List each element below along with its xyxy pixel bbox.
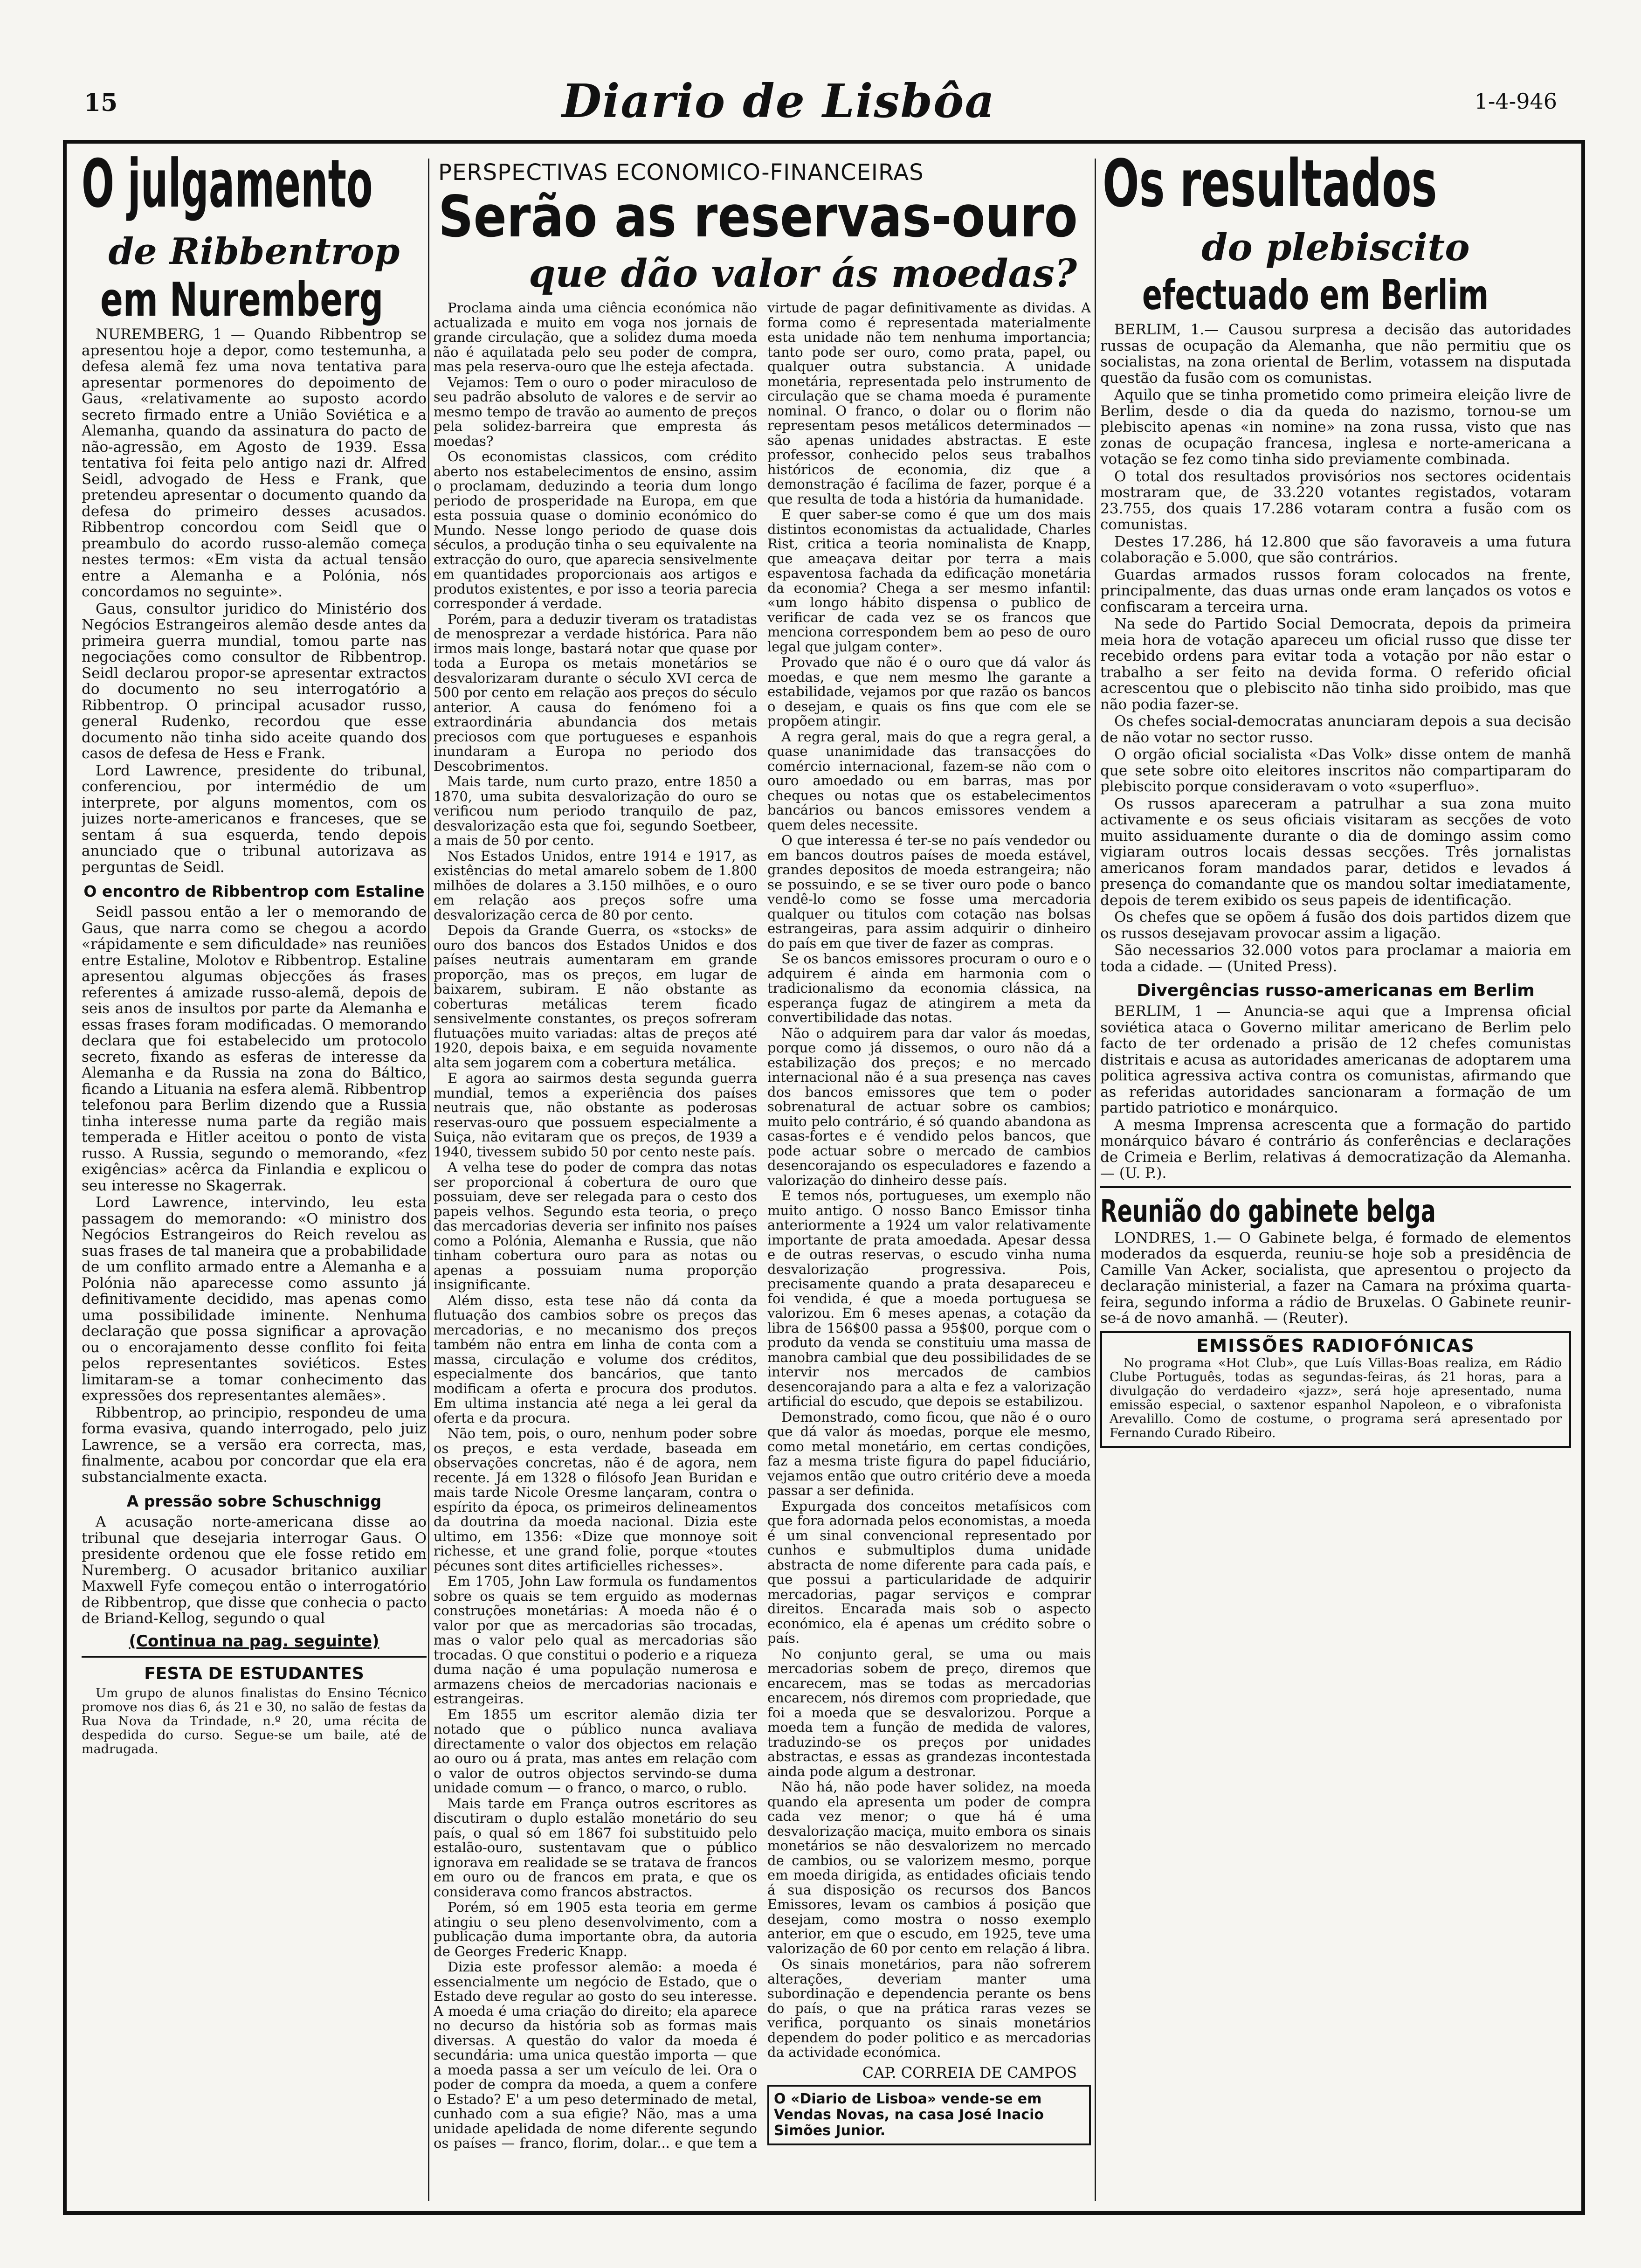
subheading: O encontro de Ribbentrop com Estaline <box>83 882 425 900</box>
paragraph: Guardas armados russos foram colocados na frente, principalmente, das duas urnas onde eram lançados os votos e confiscaram a terceira urna. <box>1100 566 1571 615</box>
article-ribbentrop <box>82 145 427 2210</box>
kicker: PERSPECTIVAS ECONOMICO-FINANCEIRAS <box>438 159 924 186</box>
paragraph: Demonstrado, como ficou, que não é o ouro que dá valor ás moedas, porque ele mesmo, como metal monetário, em certas condições, faz a mesma triste figura do papel fiduciário, vejamos então que outro critério deve a moeda passar a ser definida. <box>767 1409 1091 1498</box>
paragraph: São necessarios 32.000 votos para proclamar a maioria em toda a cidade. — (United Press). <box>1100 942 1571 975</box>
paragraph: Mais tarde, num curto prazo, entre 1850 a 1870, uma subita desvalorização do ouro se verificou num periodo tranquilo de paz, desvalorização esta que foi, segundo Soetbeer, a mais de 50 por cento. <box>434 774 757 848</box>
paragraph: Nos Estados Unidos, entre 1914 e 1917, as existências do metal amarelo sobem de 1.800 milhões de dolares a 3.150 milhões, e o ouro em relação aos preços sofre uma desvalorização cerca de 80 por cento. <box>434 848 757 923</box>
subheading: Divergências russo-americanas em Berlim <box>1137 981 1535 1000</box>
paragraph: E temos nós, portugueses, um exemplo não muito antigo. O nosso Banco Emissor tinha anteriormente a 1924 um valor relativamente importante de prata amoedada. Apesar dessa e de outras reservas, o escudo vinha numa desvalorização progressiva. Pois, precisamente quando a prata desapareceu e foi vendida, é que a moeda portuguesa se valorizou. Em 6 meses apenas, a cotação da libra de 156$00 passa a 95$00, porque com o produto da venda se constituiu uma massa de manobra cambial que deu possibilidades de se intervir nos mercados de cambios desencorajando para a alta e fez a valorização artificial do escudo, que depois se estabilizou. <box>767 1188 1091 1409</box>
paragraph: Não o adquirem para dar valor ás moedas, porque como já dissemos, o ouro não dá a estabilização dos preços; e no mercado internacional não é a sua presença nas caves dos bancos emissores que tem o poder sobrenatural de actuar sobre os cambios; muito pelo contrário, é só quando abandona as casas-fortes e é vendido pelos bancos, que pode actuar sobre o mercado de cambios desencorajando os especuladores e fazendo a valorização do dinheiro desse país. <box>767 1025 1091 1188</box>
paragraph: A velha tese do poder de compra das notas ser proporcional á cobertura de ouro que possuiam, deve ser relegada para o cesto dos papeis velhos. Segundo esta teoria, o preço das mercadorias deveria ser infinito nos países como a Polónia, Alemanha e Russia, que não tinham cobertura ouro para as notas ou apenas a possuiam numa proporção insignificante. <box>434 1159 757 1293</box>
paragraph: O orgão oficial socialista «Das Volk» disse ontem de manhã que sete sobre oito eleitores inscritos não compartiparam do plebiscito porque consideravam o voto «superfluo». <box>1100 746 1571 795</box>
paragraph: Dizia este professor alemão: a moeda é essencialmente um negócio de Estado, que o Estado deve regular ao gosto do seu interesse. A moeda é uma criação do direito; ela aparece no decurso da história sob as formas mais diversas. A questão do valor da moeda é secundária: uma unica questão importa — que a moeda passa a ser um veículo de lei. Ora o poder de compra da moeda, a quem a confere o Estado? E' a um peso determinado de metal, cunhado com a sua efigie? Não, mas a uma unidade apelidada de nome diferente segundo os países — franco, florim, dolar... e que tem a virtude de pagar definitivamente as dividas. A forma como é representada materialmente esta unidade não tem nenhuma importancia; tanto pode ser ouro, como prata, papel, ou qualquer outra substancia. A unidade monetária, representada pelo instrumento de circulação que se chama moeda é puramente nominal. O franco, o dolar ou o florim não representam pesos metálicos determinados — são apenas unidades abstractas. E este professor, conhecido pelos seus trabalhos históricos de economia, diz que a demonstração é facílima de fazer, porque é a que resulta de toda a história da humanidade. <box>434 300 1091 2151</box>
author-signature: CAP. CORREIA DE CAMPOS <box>862 2063 1077 2081</box>
festa-title: FESTA DE ESTUDANTES <box>144 1664 364 1683</box>
paragraph: Gaus, consultor juridico do Ministério dos Negócios Estrangeiros alemão desde antes da primeira guerra mundial, tomou parte nas negociações como consultor de Ribbentrop. Seidl declarou propor-se apresentar extractos do documento no seu interrogatório a Ribbentrop. O principal acusador russo, general Rudenko, recordou que esse documento não tinha sido aceite quando dos casos de defesa de Hess e Frank. <box>82 600 427 762</box>
subheading: A pressão sobre Schuschnigg <box>126 1492 382 1510</box>
headline-3-block <box>1100 270 1571 322</box>
paragraph: Na sede do Partido Social Democrata, depois da primeira meia hora de votação apareceu um oficial russo que disse ter recebido ordens para evitar toda a votação por não estar o trabalho a ser feito na devida forma. O referido oficial acrescentou que o plebiscito não tinha sido proibido, mas que não podia fazer-se. <box>1100 615 1571 713</box>
article-plebiscito <box>1100 145 1571 2210</box>
headline: Serão as reservas-ouro <box>438 187 1078 247</box>
paragraph: Se os bancos emissores procuram o ouro e o adquirem é ainda em harmonia com o tradicionalismo da economia clássica, na esperança fugaz de atingirem a meta da convertibilidade das notas. <box>767 951 1091 1025</box>
paragraph: Depois da Grande Guerra, os «stocks» de ouro dos bancos dos Estados Unidos e dos países neutrais aumentaram em grande proporção, mas os preços, em lugar de baixarem, subiram. E não obstante as coberturas metálicas terem ficado sensivelmente constantes, os preços sofreram flutuações muito variadas: altas de preços até 1920, depois baixa, e em seguida novamente alta sem jogarem com a cobertura metálica. <box>434 922 757 1071</box>
festa-text: Um grupo de alunos finalistas do Ensino Técnico promove nos dias 6, ás 21 e 30, no salão de festas da Rua Nova da Trindade, n.º 20, uma récita de despedida do curso. Segue-se um baile, até de madrugada. <box>82 1686 427 1756</box>
divider <box>82 1656 427 1658</box>
paragraph: Os sinais monetários, para não sofrerem alterações, deveriam manter uma subordinação e dependencia perante os bens do país, o que na prática raras vezes se verifica, porquanto os sinais monetários dependem do poder politico e as mercadorias da actividade económica. <box>767 1956 1091 2060</box>
paragraph: Mais tarde em França outros escritores as discutiram o duplo estalão monetário do seu país, o qual só em 1867 foi substituido pelo estalão-ouro, sustentavam que o público ignorava em realidade se se tratava de francos em ouro ou de francos em prata, e que os considerava como francos abstractos. <box>434 1795 757 1900</box>
paragraph: Proclama ainda uma ciência económica não actualizada e muito em voga nos jornais de grande circulação, que a solidez duma moeda não é aquilatada pelo seu poder de compra, mas pela reserva-ouro que lhe esteja afectada. <box>434 300 757 374</box>
radio-box <box>1100 1331 1571 1448</box>
radio-text: No programa «Hot Club», que Luís Villas-Boas realiza, em Rádio Clube Português, todas as segundas-feiras, ás 21 horas, para a divulgação do verdadeiro «jazz», será hoje apresentado, numa emissão especial, o saxtenor espanhol Napoleon, e o vibrafonista Arevalillo. Como de costume, o programa será apresentado por Fernando Curado Ribeiro. <box>1110 1356 1562 1440</box>
headline-2: que dão valor ás moedas? <box>529 251 1077 296</box>
article-body <box>434 301 1091 2151</box>
paragraph: O que interessa é ter-se no país vendedor ou em bancos doutros países de moeda estável, grandes depositos de moeda estrangeira; não se possuindo, e se se tiver ouro pode o banco vendê-lo como se fosse uma mercadoria qualquer ou titulos com cotação nas bolsas estrangeiras, para assim adquirir o dinheiro do país em que tiver de fazer as compras. <box>767 832 1091 951</box>
paragraph: Os chefes que se opõem á fusão dos dois partidos dizem que os russos desejavam provocar assim a ligação. <box>1100 909 1571 942</box>
paragraph: O total dos resultados provisórios nos sectores ocidentais mostraram que, de 33.220 votantes registados, votaram 23.755, dos quais 17.286 votaram contra a fusão com os comunistas. <box>1100 468 1571 533</box>
headline-3: em Nuremberg <box>100 273 384 326</box>
paragraph: Além disso, esta tese não dá conta da flutuação dos cambios sobre os preços das mercadorias, e no mecanismo dos preços também não entra em linha de conta com a massa, circulação e volume dos créditos, especialmente dos bancários, que tanto modificam a oferta e procura dos produtos. Em ultima instancia até nega a lei geral da oferta e da procura. <box>434 1292 757 1426</box>
paragraph: No conjunto geral, se uma ou mais mercadorias sobem de preço, diremos que encarecem, mas se todas as mercadorias encarecem, nós diremos com propriedade, que foi a moeda que se desvalorizou. Porque a moeda tem a função de medida de valores, traduzindo-se os preços por unidades abstractas, e essas as grandezas incontestada ainda pode algum a destronar. <box>767 1646 1091 1779</box>
masthead: Diario de Lisbôa <box>562 75 995 128</box>
paragraph: Expurgada dos conceitos metafísicos com que fora adornada pelos economistas, a moeda é um sinal convencional representado por cunhos e submultiplos duma unidade abstracta de nome diferente para cada país, e que possui a particularidade de adquirir mercadorias, pagar serviços e comprar direitos. Encarada mais sob o aspecto económico, ela é apenas um crédito sobre o país. <box>767 1498 1091 1646</box>
headline-2: de Ribbentrop <box>108 230 400 273</box>
radio-title: EMISSÕES RADIOFÓNICAS <box>1196 1335 1475 1356</box>
paragraph: Não tem, pois, o ouro, nenhum poder sobre os preços, e esta verdade, baseada em observações concretas, não é de agora, nem recente. Já em 1328 o filósofo Jean Buridan e mais tarde Nicole Oresme lançaram, contra o espírito da época, os primeiros delineamentos da doutrina da moeda nacional. Dizia este ultimo, em 1356: «Dize que monnoye soit richesse, et une grand folie, porque «toutes pécunes sont dites artificielles richesses». <box>434 1425 757 1574</box>
headline-block <box>434 187 1091 247</box>
paragraph: Os economistas classicos, com crédito aberto nos estabelecimentos de ensino, assim o proclamam, deduzindo a teoria dum longo periodo de prosperidade na Europa, em que esta possuia quase o dominio económico do Mundo. Nesse longo periodo de quase dois séculos, a produção tinha o seu equivalente na extracção do ouro, que aparecia sensivelmente em quantidades proporcionais aos artigos e produtos existentes, e por isso a teoria parecia corresponder á verdade. <box>434 449 757 611</box>
page-date: 1-4-946 <box>1474 89 1557 114</box>
continued-note: (Continua na pag. seguinte) <box>129 1632 379 1651</box>
article-reservas-ouro <box>434 145 1091 2210</box>
paragraph: Provado que não é o ouro que dá valor ás moedas, e que nem mesmo lhe garante a estabilidade, vejamos por que razão os bancos o desejam, e quais os fins que com ele se propõem atingir. <box>767 654 1091 729</box>
subheading-block <box>1100 1193 1571 1230</box>
sales-notice: O «Diario de Lisboa» vende-se em Vendas Novas, na casa José Inacio Simões Junior. <box>767 2085 1091 2145</box>
column-rule-1 <box>428 159 429 2201</box>
column-rule-2 <box>1095 159 1096 2201</box>
headline-3-block <box>82 273 427 326</box>
headline-3: efectuado em Berlim <box>1142 271 1489 319</box>
paragraph: E agora ao sairmos desta segunda guerra mundial, temos a experiência dos países neutrais que, não obstante as poderosas reservas-ouro que possuem especialmente a Suiça, não evitaram que os preços, de 1939 a 1940, tivessem subido 50 por cento neste país. <box>434 1070 757 1160</box>
page-number: 15 <box>84 89 118 117</box>
paragraph: Os russos apareceram a patrulhar a sua zona muito activamente e os seus oficiais visitaram as secções de voto muito assiduamente durante o dia de domingo assim como vigiaram outros locais dessas secções. Três jornalistas americanos foram mandados parar, detidos e levados á presença do comandante que os mandou soltar imediatamente, depois de terem exibido os seus papeis de identificação. <box>1100 795 1571 909</box>
paragraph: Em 1705, John Law formula os fundamentos sobre os quais se tem erguido as modernas construções monetárias: A moeda não é o valor por que as mercadorias são trocadas, mas o valor pelo qual as mercadorias são trocadas. O que constitui o poderio e a riqueza duma nação é uma população numerosa e armazens cheios de mercadorias nacionais e estrangeiras. <box>434 1573 757 1707</box>
headline-block <box>1100 145 1571 224</box>
page-header <box>70 70 1571 140</box>
paragraph: LONDRES, 1.— O Gabinete belga, é formado de elementos moderados da esquerda, reuniu-se hoje sob a presidência de Camille Van Acker, socialista, que apresentou o projecto da declaração ministerial, a fazer na Camara na próxima quarta-feira, segundo informa a rádio de Bruxelas. O Gabinete reunir-se-á de novo amanhã. — (Reuter). <box>1100 1229 1571 1327</box>
paragraph: BERLIM, 1.— Causou surpresa a decisão das autoridades russas de ocupação da Alemanha, que não permitiu que os socialistas, na zona oriental de Berlim, votassem na disputada questão da fusão com os comunistas. <box>1100 321 1571 387</box>
paragraph: Porém, só em 1905 esta teoria em germe atingiu o seu pleno desenvolvimento, com a publicação duma importante obra, da autoria de Georges Frederic Knapp. <box>434 1899 757 1959</box>
paragraph: Aquilo que se tinha prometido como primeira eleição livre de Berlim, desde o dia da queda do nazismo, tornou-se um plebiscito apenas «in nomine» na zona russa, visto que nas zonas de ocupação francesa, inglesa e norte-americana a votação se fez como tinha sido previamente combinada. <box>1100 387 1571 468</box>
paragraph: Lord Lawrence, intervindo, leu esta passagem do memorando: «O ministro dos Negócios Estrangeiros do Reich revelou as suas frases de tal maneira que a probabilidade de um conflito armado entre a Alemanha e a Polónia não aparecesse como assunto já definitivamente decidido, mas apenas como uma possibilidade iminente. Nenhuma declaração que possa significar a aprovação ou o encorajamento desse conflito foi feita pelos representantes soviéticos. Estes limitaram-se a tomar conhecimento das expressões dos representantes alemães». <box>82 1194 427 1404</box>
paragraph: Seidl passou então a ler o memorando de Gaus, que narra como se chegou a acordo «rápidamente e sem dificuldade» nas reuniões entre Estaline, Molotov e Ribbentrop. Estaline apresentou algumas objecções ás frases referentes á amizade russo-alemã, depois de seis anos de insultos por parte da Alemanha e essas frases foram modificadas. O memorando declara que foi estabelecido um protocolo secreto, fixando as esferas de interesse da Alemanha e da Russia na zona do Báltico, ficando a Lituania na esfera alemã. Ribbentrop telefonou para Berlim dizendo que a Russia tinha interesse numa parte da região mais temperada e Hitler aceitou o ponto de vista russo. A Russia, segundo o memorando, «fez exigências» acêrca da Finlandia e explicou o seu interesse no Skagerrak. <box>82 904 427 1194</box>
paragraph: A regra geral, mais do que a regra geral, a quase unanimidade das transacções do comércio internacional, fazem-se não com o ouro amoedado ou em barras, mas por cheques ou notas que os estabelecimentos bancários ou bancos emissores vendem a quem deles necessite. <box>767 728 1091 833</box>
paragraph: NUREMBERG, 1 — Quando Ribbentrop se apresentou hoje a depor, como testemunha, a defesa alemã fez uma nova tentativa para apresentar pormenores do depoimento de Gaus, «relativamente ao suposto acordo secreto firmado entre a União Soviética e a Alemanha, quando da assinatura do pacto de não-agressão, em Agosto de 1939. Essa tentativa foi feita pelo antigo nazi dr. Alfred Seidl, advogado de Hess e Frank, que pretendeu apresentar o documento quando da defesa do primeiro desses acusados. Ribbentrop concordou com Seidl que o preambulo do acordo russo-alemão começa nestes termos: «Em vista da actual tensão entre a Alemanha e a Polónia, nós concordamos no seguinte». <box>82 326 427 600</box>
divider <box>1100 1186 1571 1188</box>
paragraph: A acusação norte-americana disse ao tribunal que desejaria interrogar Gaus. O presidente ordenou que ele fosse retido em Nuremberg. O acusador britanico auxiliar Maxwell Fyfe começou então o interrogatório de Ribbentrop, que disse que conhecia o pacto de Briand-Kellog, segundo o qual <box>82 1514 427 1627</box>
headline-block <box>82 145 427 231</box>
paragraph: Destes 17.286, há 12.800 que são favoraveis a uma futura colaboração e 5.000, que são contrários. <box>1100 533 1571 566</box>
paragraph: Ribbentrop, ao principio, respondeu de uma forma evasiva, quando interrogado, pelo juiz Lawrence, se a versão era correcta, mas, finalmente, acabou por concordar que ela era substancialmente exacta. <box>82 1404 427 1486</box>
headline: O julgamento <box>82 145 373 222</box>
paragraph: BERLIM, 1 — Anuncia-se aqui que a Imprensa oficial soviética ataca o Governo militar americano de Berlim pelo facto de ter ordenado a prisão de 12 chefes comunistas distritais e acusa as autoridades americanas de adoptarem uma politica agressiva activa contra os comunistas, afirmando que as referidas autoridades sancionaram a formação de um partido patriotico e monárquico. <box>1100 1003 1571 1116</box>
headline: Os resultados <box>1103 146 1437 222</box>
paragraph: Em 1855 um escritor alemão dizia ter notado que o público nunca avaliava directamente o valor dos objectos em relação ao ouro ou á prata, mas antes em relação com o valor de outros objectos servindo-se duma unidade comum — o franco, o marco, o rublo. <box>434 1706 757 1796</box>
paragraph: Não há, não pode haver solidez, na moeda quando ela apresenta um poder de compra cada vez menor; o que há é uma desvalorização maciça, muito embora os sinais monetários se não desvalorizem no mercado de cambios, ou se valorizem mesmo, porque em moeda dirigida, as entidades oficiais tendo á sua disposição os recursos dos Bancos Emissores, levam os cambios á posição que desejam, como mostra o nosso exemplo anterior, em que o escudo, em 1925, teve uma valorização de 60 por cento em relação á libra. <box>767 1779 1091 1957</box>
paragraph: A mesma Imprensa acrescenta que a formação do partido monárquico bávaro é contrário ás conferências e declarações de Crimeia e Berlim, relativas á democratização da Alemanha. — (U. P.). <box>1100 1116 1571 1182</box>
paragraph: Os chefes social-democratas anunciaram depois a sua decisão de não votar no sector russo. <box>1100 713 1571 746</box>
subheading: Reunião do gabinete belga <box>1100 1193 1436 1229</box>
paragraph: E quer saber-se como é que um dos mais distintos economistas da actualidade, Charles Rist, critica a teoria nominalista de Knapp, que ameaçava deitar por terra a mais espaventosa fachada da edificação monetária da economia? Chega a ser mesmo infantil: «um longo hábito dispensa o publico de verificar de cada vez se os francos que menciona correspondem bem ao peso de ouro legal que julgam conter». <box>767 506 1091 655</box>
paragraph: Porém, para a deduzir tiveram os tratadistas de menosprezar a verdade histórica. Para não irmos mais longe, bastará notar que quase por toda a Europa os metais monetários se desvalorizaram durante o século XVI cerca de 500 por cento em relação aos preços do século anterior. A causa do fenómeno foi a extraordinária abundancia dos metais preciosos com que portugueses e espanhois inundaram a Europa no periodo dos Descobrimentos. <box>434 611 757 774</box>
paragraph: Lord Lawrence, presidente do tribunal, conferenciou, por intermédio de um interprete, por alguns momentos, com os juizes norte-americanos e franceses, que se sentam á sua esquerda, tendo depois anunciado que o tribunal autorizava as perguntas de Seidl. <box>82 762 427 876</box>
headline-2: do plebiscito <box>1201 225 1470 269</box>
paragraph: Vejamos: Tem o ouro o poder miraculoso de seu padrão absoluto de valores e de servir ao mesmo tempo de travão ao aumento de preços pela solidez-barreira que empresta ás moedas? <box>434 374 757 449</box>
